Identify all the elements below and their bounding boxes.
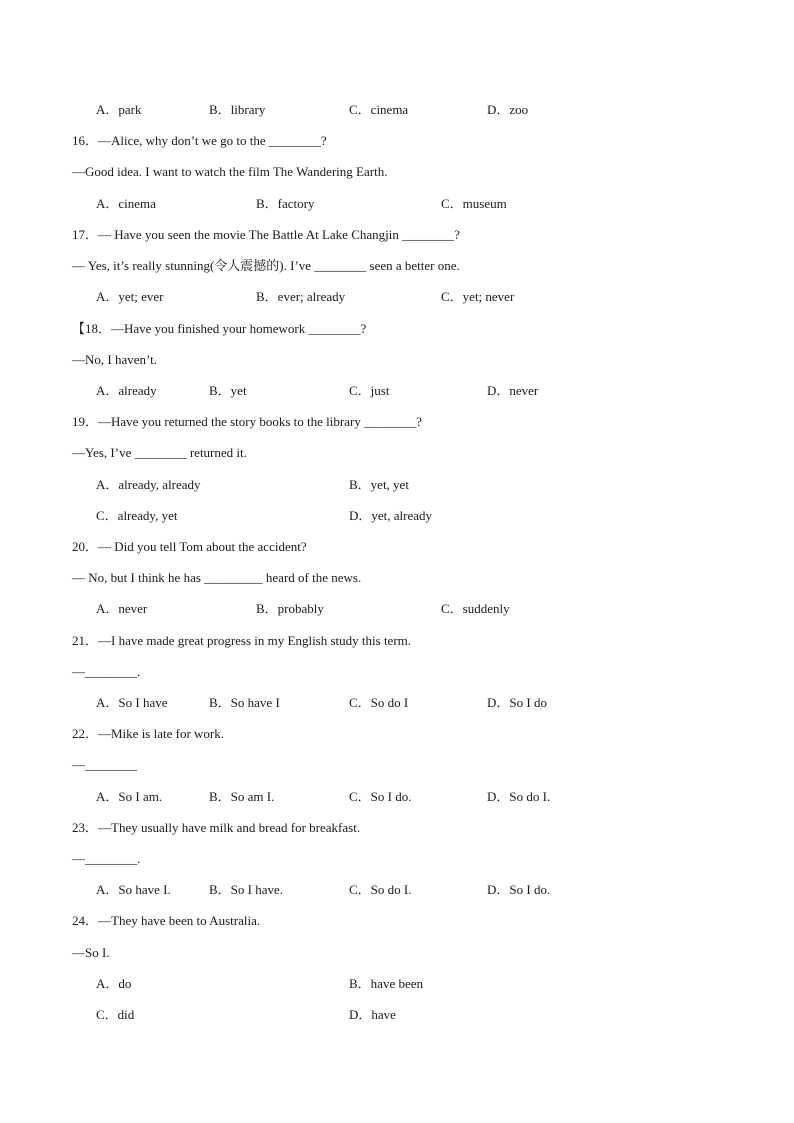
option-c[interactable]: C．cinema bbox=[349, 102, 409, 117]
option-d[interactable]: D．zoo bbox=[487, 102, 529, 117]
option-a[interactable]: A．park bbox=[96, 102, 142, 117]
option-c[interactable]: C．did bbox=[96, 1007, 135, 1022]
option-d[interactable]: D．have bbox=[349, 1007, 396, 1022]
option-b[interactable]: B．ever; already bbox=[256, 289, 346, 304]
option-b[interactable]: B．So I have. bbox=[209, 882, 284, 897]
option-d[interactable]: D．never bbox=[487, 383, 539, 398]
option-a[interactable]: A．already, already bbox=[96, 477, 201, 492]
question-20-prompt: 20．— Did you tell Tom about the accident? bbox=[72, 539, 307, 554]
question-19-options-row-2 bbox=[96, 508, 696, 524]
question-23-options bbox=[96, 882, 696, 898]
option-c[interactable]: C．already, yet bbox=[96, 508, 178, 523]
question-16-response: —Good idea. I want to watch the film The Wandering Earth. bbox=[72, 164, 388, 179]
question-20-options bbox=[96, 601, 696, 617]
question-21-options bbox=[96, 695, 696, 711]
option-d[interactable]: D．So I do. bbox=[487, 882, 551, 897]
option-b[interactable]: B．factory bbox=[256, 196, 315, 211]
question-17-response: — Yes, it’s really stunning(令人震撼的). I’ve ________ seen a better one. bbox=[72, 258, 460, 273]
question-19-prompt: 19．—Have you returned the story books to the library ________? bbox=[72, 414, 422, 429]
question-21-prompt: 21．—I have made great progress in my English study this term. bbox=[72, 633, 412, 648]
question-24-prompt: 24．—They have been to Australia. bbox=[72, 913, 261, 928]
option-c[interactable]: C．yet; never bbox=[441, 289, 515, 304]
option-d[interactable]: D．yet, already bbox=[349, 508, 433, 523]
option-c[interactable]: C．So I do. bbox=[349, 789, 412, 804]
question-23-response: —________. bbox=[72, 851, 141, 866]
option-b[interactable]: B．yet, yet bbox=[349, 477, 409, 492]
question-24-options-row-2 bbox=[96, 1007, 696, 1023]
question-17-options bbox=[96, 289, 696, 305]
question-23-prompt: 23．—They usually have milk and bread for breakfast. bbox=[72, 820, 361, 835]
option-b[interactable]: B．library bbox=[209, 102, 266, 117]
question-22-prompt: 22．—Mike is late for work. bbox=[72, 726, 225, 741]
question-24-response: —So I. bbox=[72, 945, 110, 960]
question-17-prompt: 17．— Have you seen the movie The Battle At Lake Changjin ________? bbox=[72, 227, 460, 242]
option-d[interactable]: D．So do I. bbox=[487, 789, 551, 804]
option-b[interactable]: B．So am I. bbox=[209, 789, 275, 804]
question-16-prompt: 16．—Alice, why don’t we go to the ________? bbox=[72, 133, 327, 148]
question-18-prompt: 【18．—Have you finished your homework ________? bbox=[72, 321, 367, 336]
option-a[interactable]: A．So I am. bbox=[96, 789, 163, 804]
question-20-response: — No, but I think he has _________ heard of the news. bbox=[72, 570, 362, 585]
option-c[interactable]: C．just bbox=[349, 383, 390, 398]
question-22-options bbox=[96, 789, 696, 805]
question-16-options bbox=[96, 196, 696, 212]
option-a[interactable]: A．yet; ever bbox=[96, 289, 164, 304]
question-24-options-row-1 bbox=[96, 976, 696, 992]
option-a[interactable]: A．cinema bbox=[96, 196, 156, 211]
option-b[interactable]: B．have been bbox=[349, 976, 424, 991]
option-d[interactable]: D．So I do bbox=[487, 695, 547, 710]
option-a[interactable]: A．So have I. bbox=[96, 882, 171, 897]
option-a[interactable]: A．never bbox=[96, 601, 148, 616]
option-c[interactable]: C．So do I bbox=[349, 695, 409, 710]
option-c[interactable]: C．museum bbox=[441, 196, 507, 211]
question-18-options bbox=[96, 383, 696, 399]
question-18-response: —No, I haven’t. bbox=[72, 352, 157, 367]
option-a[interactable]: A．already bbox=[96, 383, 157, 398]
option-a[interactable]: A．do bbox=[96, 976, 132, 991]
option-a[interactable]: A．So I have bbox=[96, 695, 168, 710]
question-22-response: —________ bbox=[72, 757, 137, 772]
question-19-options-row-1 bbox=[96, 477, 696, 493]
option-c[interactable]: C．So do I. bbox=[349, 882, 412, 897]
question-21-response: —________. bbox=[72, 664, 141, 679]
option-b[interactable]: B．probably bbox=[256, 601, 324, 616]
option-b[interactable]: B．yet bbox=[209, 383, 247, 398]
option-c[interactable]: C．suddenly bbox=[441, 601, 510, 616]
question-15-options bbox=[96, 102, 696, 118]
option-b[interactable]: B．So have I bbox=[209, 695, 280, 710]
question-19-response: —Yes, I’ve ________ returned it. bbox=[72, 445, 247, 460]
